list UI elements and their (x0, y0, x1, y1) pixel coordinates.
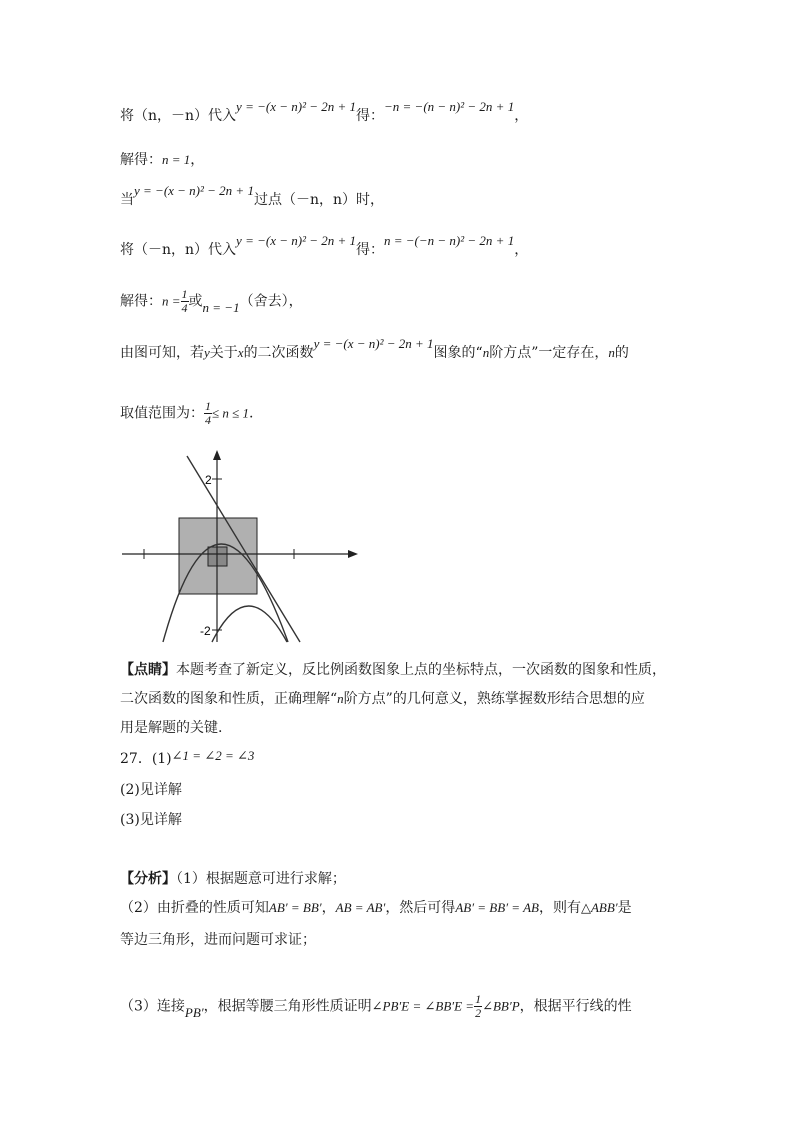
formula: n = −(−n − n)² − 2n + 1 (384, 233, 515, 248)
formula: AB′ = BB′ (268, 900, 322, 915)
line-3: 当y = −(x − n)² − 2n + 1过点（－n，n）时， (120, 183, 385, 208)
line-8: 【点睛】本题考查了新定义，反比例函数图象上点的坐标特点，一次函数的图象和性质， (120, 662, 666, 678)
line-17: （3）连接PB′，根据等腰三角形性质证明∠PB′E = ∠BB′E = $\frac{1}{2}$ ∠BB′P，根据平行线的性 (120, 992, 632, 1020)
formula: ∠PB′E = ∠BB′E = (371, 998, 475, 1014)
line-16: 等边三角形，进而问题可求证； (120, 932, 316, 948)
line-11: 27．(1)∠1 = ∠2 = ∠3 (120, 748, 255, 767)
formula: y = −(x − n)² − 2n + 1 (236, 233, 357, 248)
y-label-top: 2 (205, 473, 212, 487)
formula: n = (162, 293, 181, 309)
formula: y = −(x − n)² − 2n + 1 (313, 336, 434, 351)
formula: ∠1 = ∠2 = ∠3 (171, 748, 255, 763)
formula: AB = AB′ (335, 900, 386, 915)
x-axis-arrow (348, 550, 358, 558)
line-12: (2)见详解 (120, 782, 182, 798)
formula: ∠BB′P (482, 998, 520, 1014)
y-axis-arrow (213, 450, 221, 460)
formula: AB′ = BB′ = AB (455, 900, 539, 915)
formula: △ABB′ (580, 900, 618, 915)
line-13: (3)见详解 (120, 812, 182, 828)
y-label-bottom: -2 (200, 624, 211, 638)
formula: ≤ n ≤ 1 (212, 405, 250, 421)
line-9: 二次函数的图象和性质，正确理解“n阶方点”的几何意义，熟练掌握数形结合思想的应 (120, 691, 645, 707)
formula: PB′ (184, 1004, 204, 1020)
formula: n = 1 (162, 152, 191, 167)
tag-fenxi: 【分析】 (120, 871, 176, 887)
tag-dianjing: 【点睛】 (120, 662, 176, 678)
line-5: 解得：n = $\frac{1}{4}$ 或n = −1（舍去）， (120, 287, 303, 315)
line-4: 将（－n，n）代入y = −(x − n)² − 2n + 1得：n = −(−n − n)² − 2n + 1， (120, 233, 529, 258)
line-10: 用是解题的关键. (120, 720, 223, 736)
line-6: 由图可知，若y关于x的二次函数y = −(x − n)² − 2n + 1图象的“n阶方点”一定存在，n的 (120, 336, 629, 361)
fraction: $\frac{1}{4}$ (181, 287, 188, 315)
line-1: 将（n，－n）代入y = −(x − n)² − 2n + 1得：−n = −(n − n)² − 2n + 1， (120, 99, 529, 124)
formula: n = −1 (202, 299, 240, 315)
formula: y = −(x − n)² − 2n + 1 (236, 99, 357, 114)
function-graph (118, 448, 368, 648)
fraction: $\frac{1}{2}$ (475, 992, 482, 1020)
line-2: 解得：n = 1， (120, 152, 205, 168)
formula: −n = −(n − n)² − 2n + 1 (384, 99, 515, 114)
line-15: （2）由折叠的性质可知AB′ = BB′，AB = AB′，然后可得AB′ = BB′ = AB，则有△ABB′是 (120, 900, 632, 916)
line-7: 取值范围为： $\frac{1}{4}$ ≤ n ≤ 1. (120, 399, 254, 427)
fraction: $\frac{1}{4}$ (205, 399, 211, 427)
line-14: 【分析】（1）根据题意可进行求解； (120, 871, 346, 887)
formula: y = −(x − n)² − 2n + 1 (134, 183, 254, 198)
